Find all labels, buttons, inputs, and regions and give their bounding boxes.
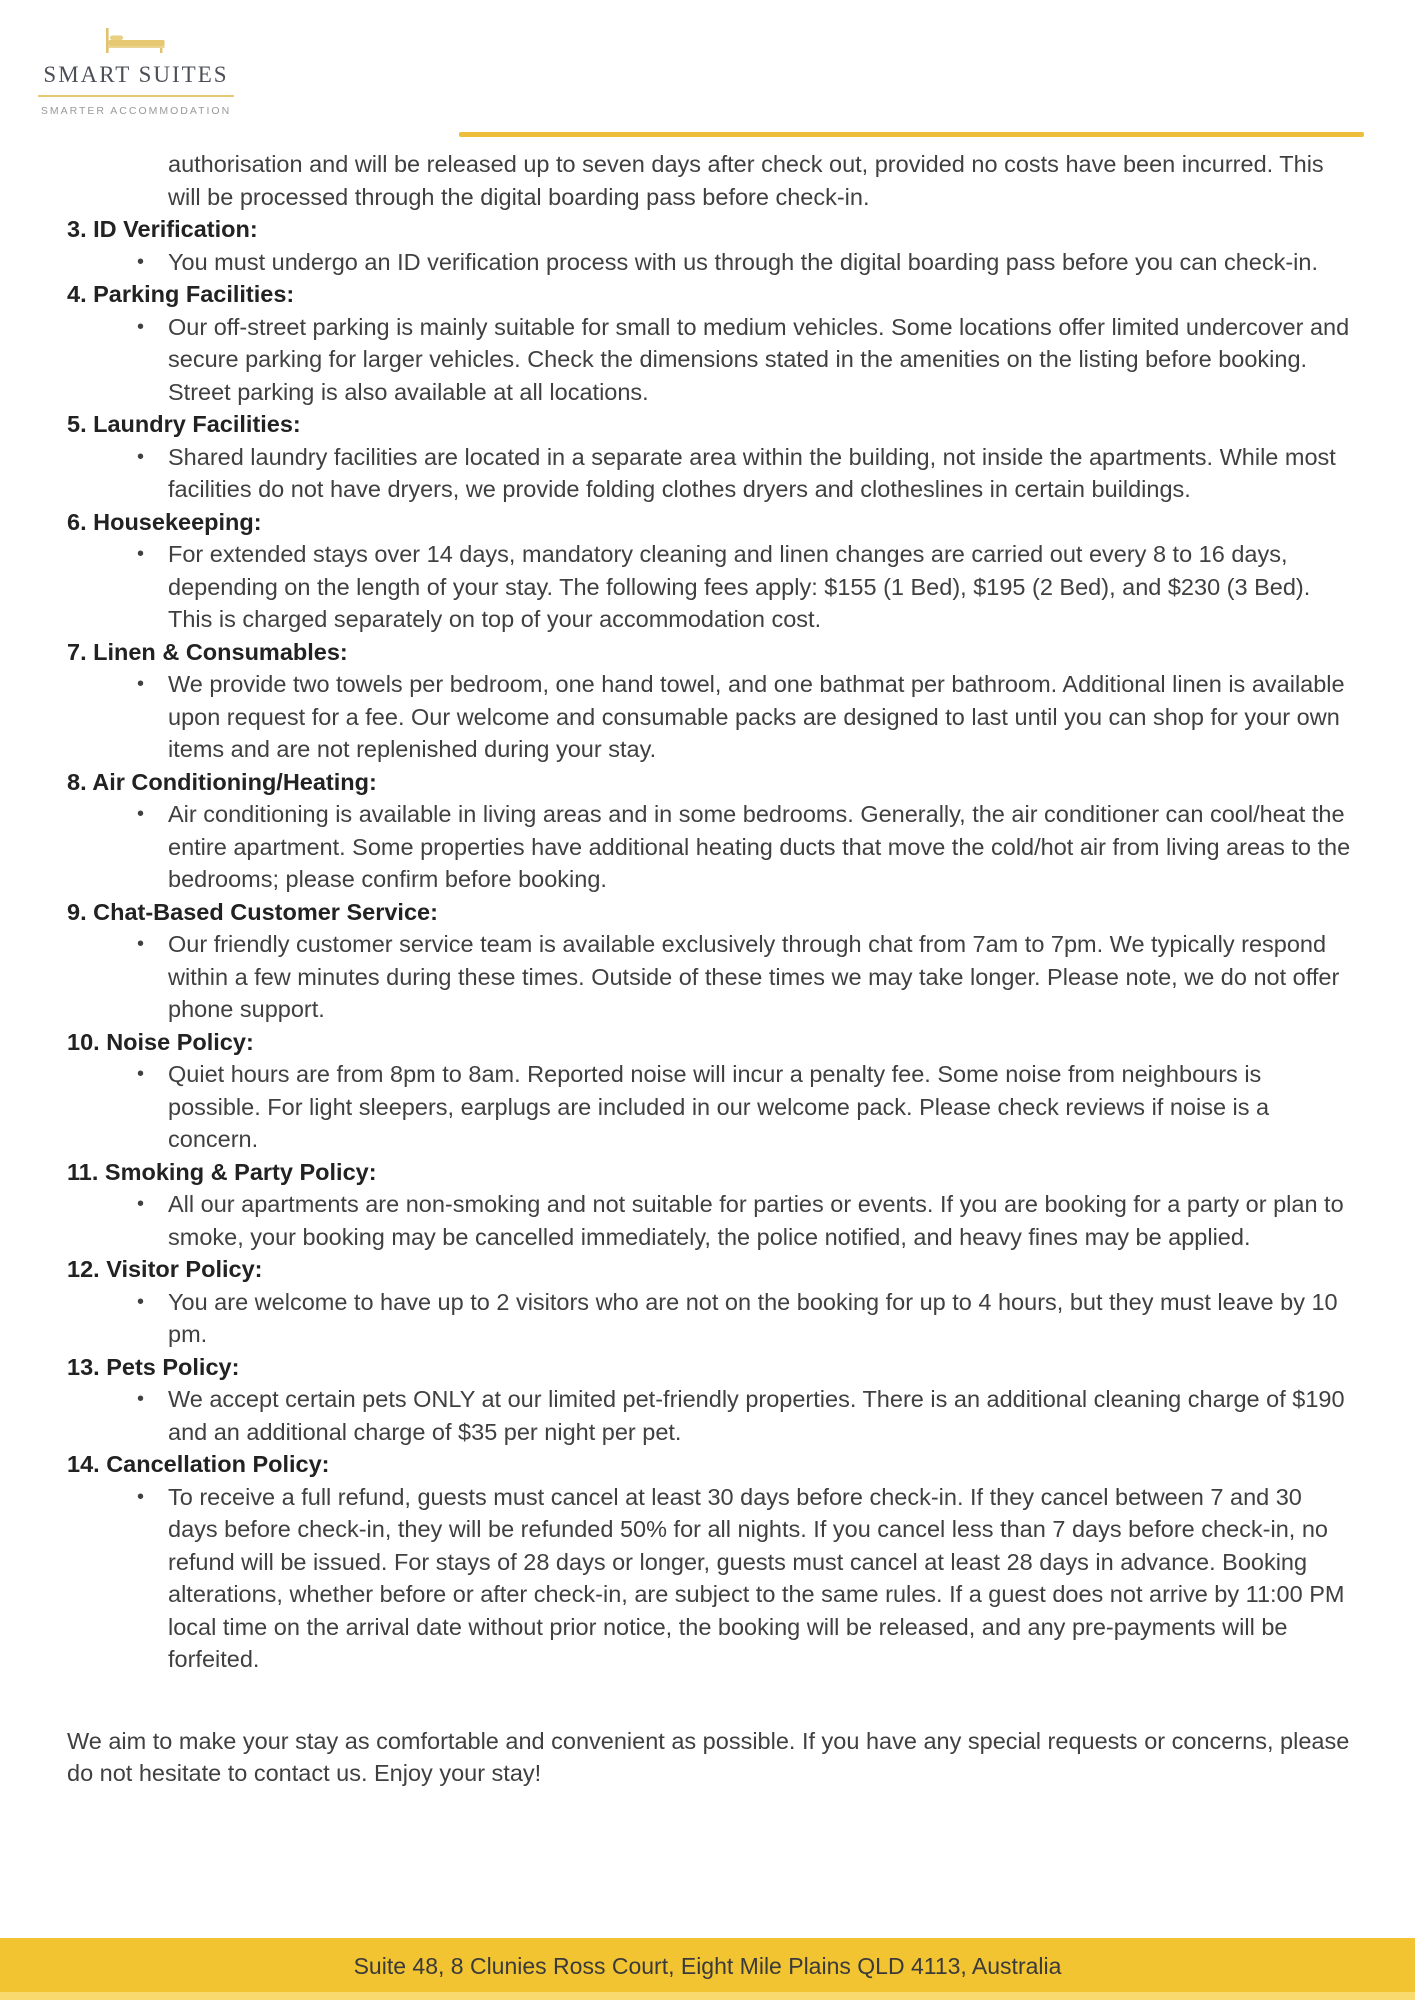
policy-section [67,766,1355,896]
bullet-item [137,668,1355,766]
bullet-text: To receive a full refund, guests must cancel at least 30 days before check-in. If they cancel between 7 and 30 days before check-in, they will be refunded 50% for all nights. If you cancel less than 7 days before check-in, no refund will be issued. For stays of 28 days or longer, guests must cancel at least 28 days in advance. Booking alterations, whether before or after check-in, are subject to the same rules. If a guest does not arrive by 11:00 PM local time on the arrival date without prior notice, the booking will be released, and any pre-payments will be forfeited. [168,1483,1345,1672]
bullet-icon: • [137,1193,145,1215]
bullet-icon: • [137,1063,145,1085]
bullet-icon: • [137,1485,145,1508]
bullet-item [137,1058,1355,1156]
intro-continuation-paragraph: authorisation and will be released up to seven days after check out, provided no costs have been incurred. This will be processed through the digital boarding pass before check-in. [168,151,1324,210]
section-heading: 7. Linen & Consumables: [67,638,348,665]
bullet-item [137,1286,1355,1351]
bullet-icon: • [137,673,145,695]
policy-section [67,278,1355,408]
policy-section [67,1156,1355,1254]
section-heading: 6. Housekeeping: [67,508,262,535]
section-heading: 13. Pets Policy: [67,1353,240,1380]
bullet-text: Air conditioning is available in living areas and in some bedrooms. Generally, the air conditioner can cool/heat the entire apartment. Some properties have additional heating ducts that move the cold/hot air from living areas to the bedrooms; please confirm before booking. [168,801,1351,892]
bullet-icon: • [137,1388,145,1410]
footer-address: Suite 48, 8 Clunies Ross Court, Eight Mile Plains QLD 4113, Australia [353,1952,1062,1979]
bullet-text: Shared laundry facilities are located in a separate area within the building, not inside the apartments. While most facilities do not have dryers, we provide folding clothes dryers and clotheslines in certain buildings. [168,443,1336,502]
policy-content [67,148,1355,1790]
section-heading: 8. Air Conditioning/Heating: [67,768,377,795]
policy-section [67,1253,1355,1351]
bullet-text: Our off-street parking is mainly suitable for small to medium vehicles. Some locations offer limited undercover and secure parking for larger vehicles. Check the dimensions stated in the amenities on the listing before booking. Street parking is also available at all locations. [168,313,1350,405]
policy-section [67,1351,1355,1449]
bullet-icon: • [137,803,145,825]
policy-section [67,506,1355,636]
bullet-text: All our apartments are non-smoking and not suitable for parties or events. If you are booking for a party or plan to smoke, your booking may be cancelled immediately, the police notified, and heavy fines may be applied. [168,1191,1344,1250]
policy-section [67,636,1355,766]
section-heading: 11. Smoking & Party Policy: [67,1158,377,1185]
bullet-icon: • [137,250,145,273]
bullet-item [137,311,1355,409]
bullet-text: Quiet hours are from 8pm to 8am. Reported noise will incur a penalty fee. Some noise from neighbours is possible. For light sleepers, earplugs are included in our welcome pack. Please check reviews if noise is a concern. [168,1061,1270,1152]
section-heading: 12. Visitor Policy: [67,1256,263,1282]
footer-bottom-strip [0,1992,1415,2000]
smart-suites-logo [36,28,236,117]
bullet-text: Our friendly customer service team is available exclusively through chat from 7am to 7pm. We typically respond within a few minutes during these times. Outside of these times we may take longer. Please note, we do not offer phone support. [168,931,1340,1022]
bed-icon [36,28,236,54]
logo-divider [38,95,234,97]
policy-section [67,213,1355,278]
bullet-text: You are welcome to have up to 2 visitors who are not on the booking for up to 4 hours, but they must leave by 10 pm. [168,1288,1338,1347]
policy-section [67,1026,1355,1156]
section-heading: 10. Noise Policy: [67,1028,254,1055]
bullet-item [137,1383,1355,1448]
section-heading: 4. Parking Facilities: [67,281,295,307]
bullet-text: We provide two towels per bedroom, one hand towel, and one bathmat per bathroom. Additional linen is available upon request for a fee. Our welcome and consumable packs are designed to last until you can shop for your own items and are not replenished during your stay. [168,671,1345,762]
section-heading: 14. Cancellation Policy: [67,1451,330,1477]
bullet-icon: • [137,1290,145,1313]
bullet-item [137,798,1355,896]
closing-paragraph: We aim to make your stay as comfortable and convenient as possible. If you have any special requests or concerns, please do not hesitate to contact us. Enjoy your stay! [67,1727,1350,1786]
policy-section [67,896,1355,1026]
footer-bar [0,1938,1415,2000]
bullet-text: You must undergo an ID verification process with us through the digital boarding pass before you can check-in. [168,248,1318,275]
section-heading: 3. ID Verification: [67,216,258,242]
bullet-icon: • [137,315,145,338]
bullet-item [137,246,1355,279]
bullet-item [137,928,1355,1026]
bullet-icon: • [137,445,145,468]
bullet-text: We accept certain pets ONLY at our limited pet-friendly properties. There is an additional cleaning charge of $190 and an additional charge of $35 per night per pet. [168,1386,1345,1445]
header-gold-rule [459,132,1364,137]
section-heading: 5. Laundry Facilities: [67,411,301,437]
brand-tagline: SMARTER ACCOMMODATION [40,105,232,117]
bullet-icon: • [137,543,145,565]
section-heading: 9. Chat-Based Customer Service: [67,898,438,925]
policy-section [67,408,1355,506]
bullet-item [137,1481,1355,1676]
bullet-item [137,1188,1355,1253]
brand-name: SMART SUITES [43,62,229,87]
bullet-text: For extended stays over 14 days, mandatory cleaning and linen changes are carried out every 8 to 16 days, depending on the length of your stay. The following fees apply: $155 (1 Bed), $195 (2 Bed), and $230 (3 Bed). This is charged separately on top of your accommodation cost. [168,541,1311,632]
policy-section [67,1448,1355,1676]
bullet-icon: • [137,933,145,955]
bullet-item [137,441,1355,506]
bullet-item [137,538,1355,636]
